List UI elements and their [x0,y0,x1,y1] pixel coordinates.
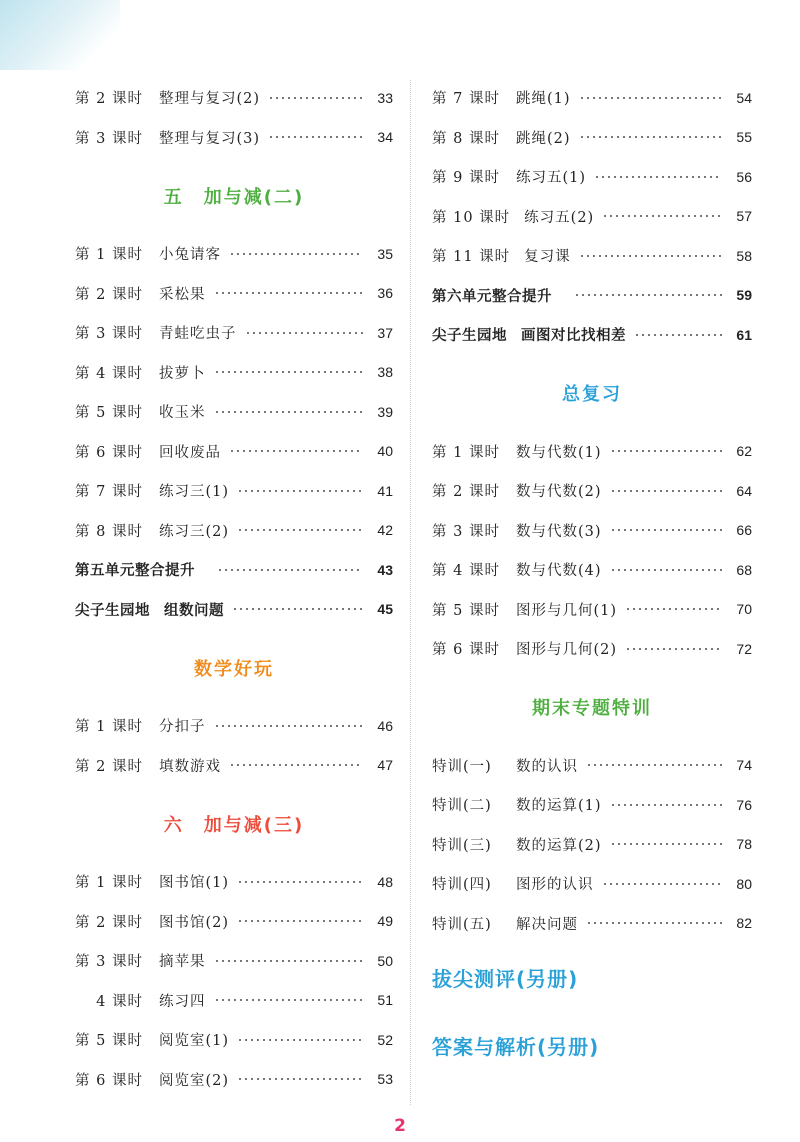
toc-entry[interactable] [75,981,393,1021]
toc-entry[interactable] [432,785,752,825]
toc-entry[interactable] [75,392,393,432]
dot-leader [610,450,722,452]
lesson-label: 特训(五) [432,916,492,933]
page-ref: 37 [377,324,393,341]
page-ref: 41 [377,482,393,499]
lesson-label: 第 3 课时 [432,523,500,540]
lesson-label: 第 6 课时 [75,444,143,461]
lesson-label: 第 2 课时 [75,758,143,775]
lesson-title: 数与代数(3) [516,523,602,540]
lesson-label: 尖子生园地 [75,602,150,619]
dot-leader [214,960,364,962]
dot-leader [586,764,722,766]
toc-entry[interactable] [75,941,393,981]
lesson-label: 第 8 课时 [432,130,500,147]
toc-entry[interactable] [432,550,752,590]
lesson-title: 画图对比找相差 [521,328,626,345]
page-ref: 66 [736,522,752,539]
page-ref: 56 [736,168,752,185]
toc-entry[interactable] [432,197,752,237]
lesson-title: 小兔请客 [159,247,221,264]
lesson-label: 第 1 课时 [75,719,143,736]
lesson-title: 摘苹果 [159,954,206,971]
section-heading: 期末专题特训 [532,698,652,719]
lesson-label: 尖子生园地 [432,328,507,345]
lesson-title: 练习五(2) [524,209,595,226]
lesson-title: 采松果 [159,286,206,303]
toc-entry[interactable] [432,864,752,904]
lesson-label: 第 5 课时 [75,405,143,422]
lesson-title: 图形的认识 [516,877,594,894]
column-divider [410,80,411,1105]
toc-entry[interactable] [75,118,393,158]
dot-leader [610,569,722,571]
toc-entry[interactable] [75,432,393,472]
lesson-title: 阅览室(2) [159,1072,230,1089]
lesson-title: 跳绳(2) [516,130,571,147]
dot-leader [625,648,722,650]
lesson-label: 第 2 课时 [75,91,143,108]
dot-leader [579,97,722,99]
section-heading: 五 加与减(二) [163,186,305,208]
lesson-title: 练习四 [159,993,206,1010]
lesson-label: 第 4 课时 [75,365,143,382]
dot-leader [634,334,722,336]
lesson-label: 第 8 课时 [75,523,143,540]
lesson-label: 第 7 课时 [75,484,143,501]
lesson-label: 第 6 课时 [432,642,500,659]
page-ref: 43 [377,561,393,578]
page-ref: 78 [736,836,752,853]
lesson-label: 特训(四) [432,877,492,894]
dot-leader [214,371,364,373]
lesson-title: 数与代数(1) [516,444,602,461]
dot-leader [574,294,722,296]
dot-leader [214,411,364,413]
lesson-label: 第 3 课时 [75,130,143,147]
lesson-title: 数与代数(4) [516,563,602,580]
supplement-title: 答案与解析(另册) [432,1034,600,1059]
toc-entry[interactable] [432,78,752,118]
toc-entry[interactable] [75,1020,393,1060]
dot-leader [610,804,722,806]
page-ref: 58 [736,247,752,264]
lesson-title: 解决问题 [516,916,578,933]
lesson-label: 特训(一) [432,758,492,775]
lesson-label: 第 2 课时 [432,484,500,501]
lesson-label: 第 2 课时 [75,914,143,931]
toc-entry[interactable] [432,315,752,355]
dot-leader [237,920,363,922]
page-ref: 72 [736,640,752,657]
dot-leader [245,332,364,334]
lesson-label: 第 1 课时 [75,247,143,264]
lesson-title: 组数问题 [164,602,224,619]
lesson-title: 数的运算(1) [516,798,602,815]
page-ref: 59 [736,287,752,304]
toc-entry[interactable] [432,629,752,669]
lesson-title: 图书馆(2) [159,914,230,931]
toc-left-column [75,78,393,1099]
lesson-label: 特训(二) [432,798,492,815]
toc-entry[interactable] [75,471,393,511]
toc-entry[interactable] [75,746,393,786]
dot-leader [602,883,723,885]
lesson-label: 第 6 课时 [75,1072,143,1089]
page-ref: 68 [736,561,752,578]
page-ref: 76 [736,796,752,813]
section-heading: 总复习 [562,384,622,405]
page-ref: 35 [377,245,393,262]
toc-entry[interactable] [432,276,752,316]
page-ref: 62 [736,443,752,460]
page-ref: 39 [377,403,393,420]
toc-entry[interactable] [75,511,393,551]
dot-leader [229,253,363,255]
lesson-label: 第 3 课时 [75,954,143,971]
page-ref: 52 [377,1031,393,1048]
section-heading: 数学好玩 [194,658,274,680]
dot-leader [217,569,363,571]
toc-entry[interactable] [75,274,393,314]
dot-leader [268,97,363,99]
lesson-title: 图书馆(1) [159,875,230,892]
dot-leader [610,490,722,492]
page-number: 2 [394,1116,406,1136]
page-ref: 70 [736,601,752,618]
page-ref: 34 [377,129,393,146]
toc-entry[interactable] [75,234,393,274]
toc-entry[interactable] [75,550,393,590]
page-ref: 42 [377,522,393,539]
dot-leader [214,725,364,727]
dot-leader [229,450,363,452]
lesson-label: 第 9 课时 [432,170,500,187]
toc-entry[interactable] [432,746,752,786]
dot-leader [586,922,722,924]
dot-leader [237,529,363,531]
lesson-title: 数与代数(2) [516,484,602,501]
lesson-label: 第 1 课时 [75,875,143,892]
lesson-label: 第 2 课时 [75,286,143,303]
page-ref: 54 [736,89,752,106]
dot-leader [579,136,722,138]
toc-entry[interactable] [432,590,752,630]
lesson-label: 特训(三) [432,837,492,854]
page-ref: 50 [377,952,393,969]
page-ref: 74 [736,757,752,774]
lesson-label: 第五单元整合提升 [75,563,195,580]
dot-leader [237,1078,363,1080]
dot-leader [232,608,363,610]
supplement-title: 拔尖测评(另册) [432,966,579,991]
page-ref: 36 [377,285,393,302]
lesson-label: 第 3 课时 [75,326,143,343]
page-ref: 45 [377,601,393,618]
toc-entry[interactable] [75,353,393,393]
lesson-title: 阅览室(1) [159,1033,230,1050]
lesson-label: 第 7 课时 [432,91,500,108]
dot-leader [237,490,363,492]
toc-entry[interactable] [75,902,393,942]
lesson-title: 图形与几何(2) [516,642,618,659]
toc-entry[interactable] [432,904,752,944]
toc-entry[interactable] [75,1060,393,1100]
lesson-label: 4 课时 [75,993,143,1010]
dot-leader [579,255,722,257]
dot-leader [237,1039,363,1041]
page-ref: 40 [377,443,393,460]
lesson-title: 复习课 [524,249,571,266]
lesson-title: 收玉米 [159,405,206,422]
toc-entry[interactable] [432,118,752,158]
lesson-title: 整理与复习(3) [159,130,261,147]
toc-entry[interactable] [75,706,393,746]
dot-leader [229,764,363,766]
toc-entry[interactable] [432,157,752,197]
lesson-label: 第 5 课时 [75,1033,143,1050]
lesson-title: 跳绳(1) [516,91,571,108]
dot-leader [610,843,722,845]
lesson-title: 数的运算(2) [516,837,602,854]
dot-leader [610,529,722,531]
dot-leader [214,999,364,1001]
page-ref: 61 [736,326,752,343]
lesson-title: 回收废品 [159,444,221,461]
toc-entry[interactable] [75,78,393,118]
toc-entry[interactable] [432,511,752,551]
page-ref: 47 [377,757,393,774]
page-ref: 64 [736,482,752,499]
dot-leader [214,292,364,294]
lesson-title: 青蛙吃虫子 [159,326,237,343]
toc-entry[interactable] [432,432,752,472]
lesson-title: 图形与几何(1) [516,602,618,619]
page-ref: 55 [736,129,752,146]
page-ref: 38 [377,364,393,381]
lesson-title: 练习五(1) [516,170,587,187]
toc-right-column [432,78,752,1079]
page-ref: 57 [736,208,752,225]
toc-entry[interactable] [75,862,393,902]
lesson-label: 第 1 课时 [432,444,500,461]
lesson-label: 第 5 课时 [432,602,500,619]
page-ref: 33 [377,89,393,106]
page-ref: 53 [377,1071,393,1088]
toc-entry[interactable] [432,471,752,511]
toc-entry[interactable] [432,236,752,276]
toc-entry[interactable] [75,590,393,630]
lesson-title: 拔萝卜 [159,365,206,382]
page-ref: 80 [736,875,752,892]
dot-leader [602,215,722,217]
lesson-label: 第 10 课时 [432,209,511,226]
page-ref: 46 [377,717,393,734]
lesson-title: 整理与复习(2) [159,91,261,108]
lesson-title: 数的认识 [516,758,578,775]
dot-leader [268,136,363,138]
corner-decoration [0,0,120,70]
lesson-title: 分扣子 [159,719,206,736]
dot-leader [237,881,363,883]
page-ref: 48 [377,873,393,890]
dot-leader [594,176,722,178]
page-ref: 49 [377,913,393,930]
lesson-title: 练习三(1) [159,484,230,501]
lesson-title: 填数游戏 [159,758,221,775]
page-ref: 82 [736,915,752,932]
lesson-label: 第 4 课时 [432,563,500,580]
lesson-label: 第六单元整合提升 [432,288,552,305]
page-ref: 51 [377,992,393,1009]
lesson-label: 第 11 课时 [432,249,511,266]
toc-entry[interactable] [75,313,393,353]
dot-leader [625,608,722,610]
lesson-title: 练习三(2) [159,523,230,540]
toc-entry[interactable] [432,825,752,865]
section-heading: 六 加与减(三) [163,814,305,836]
